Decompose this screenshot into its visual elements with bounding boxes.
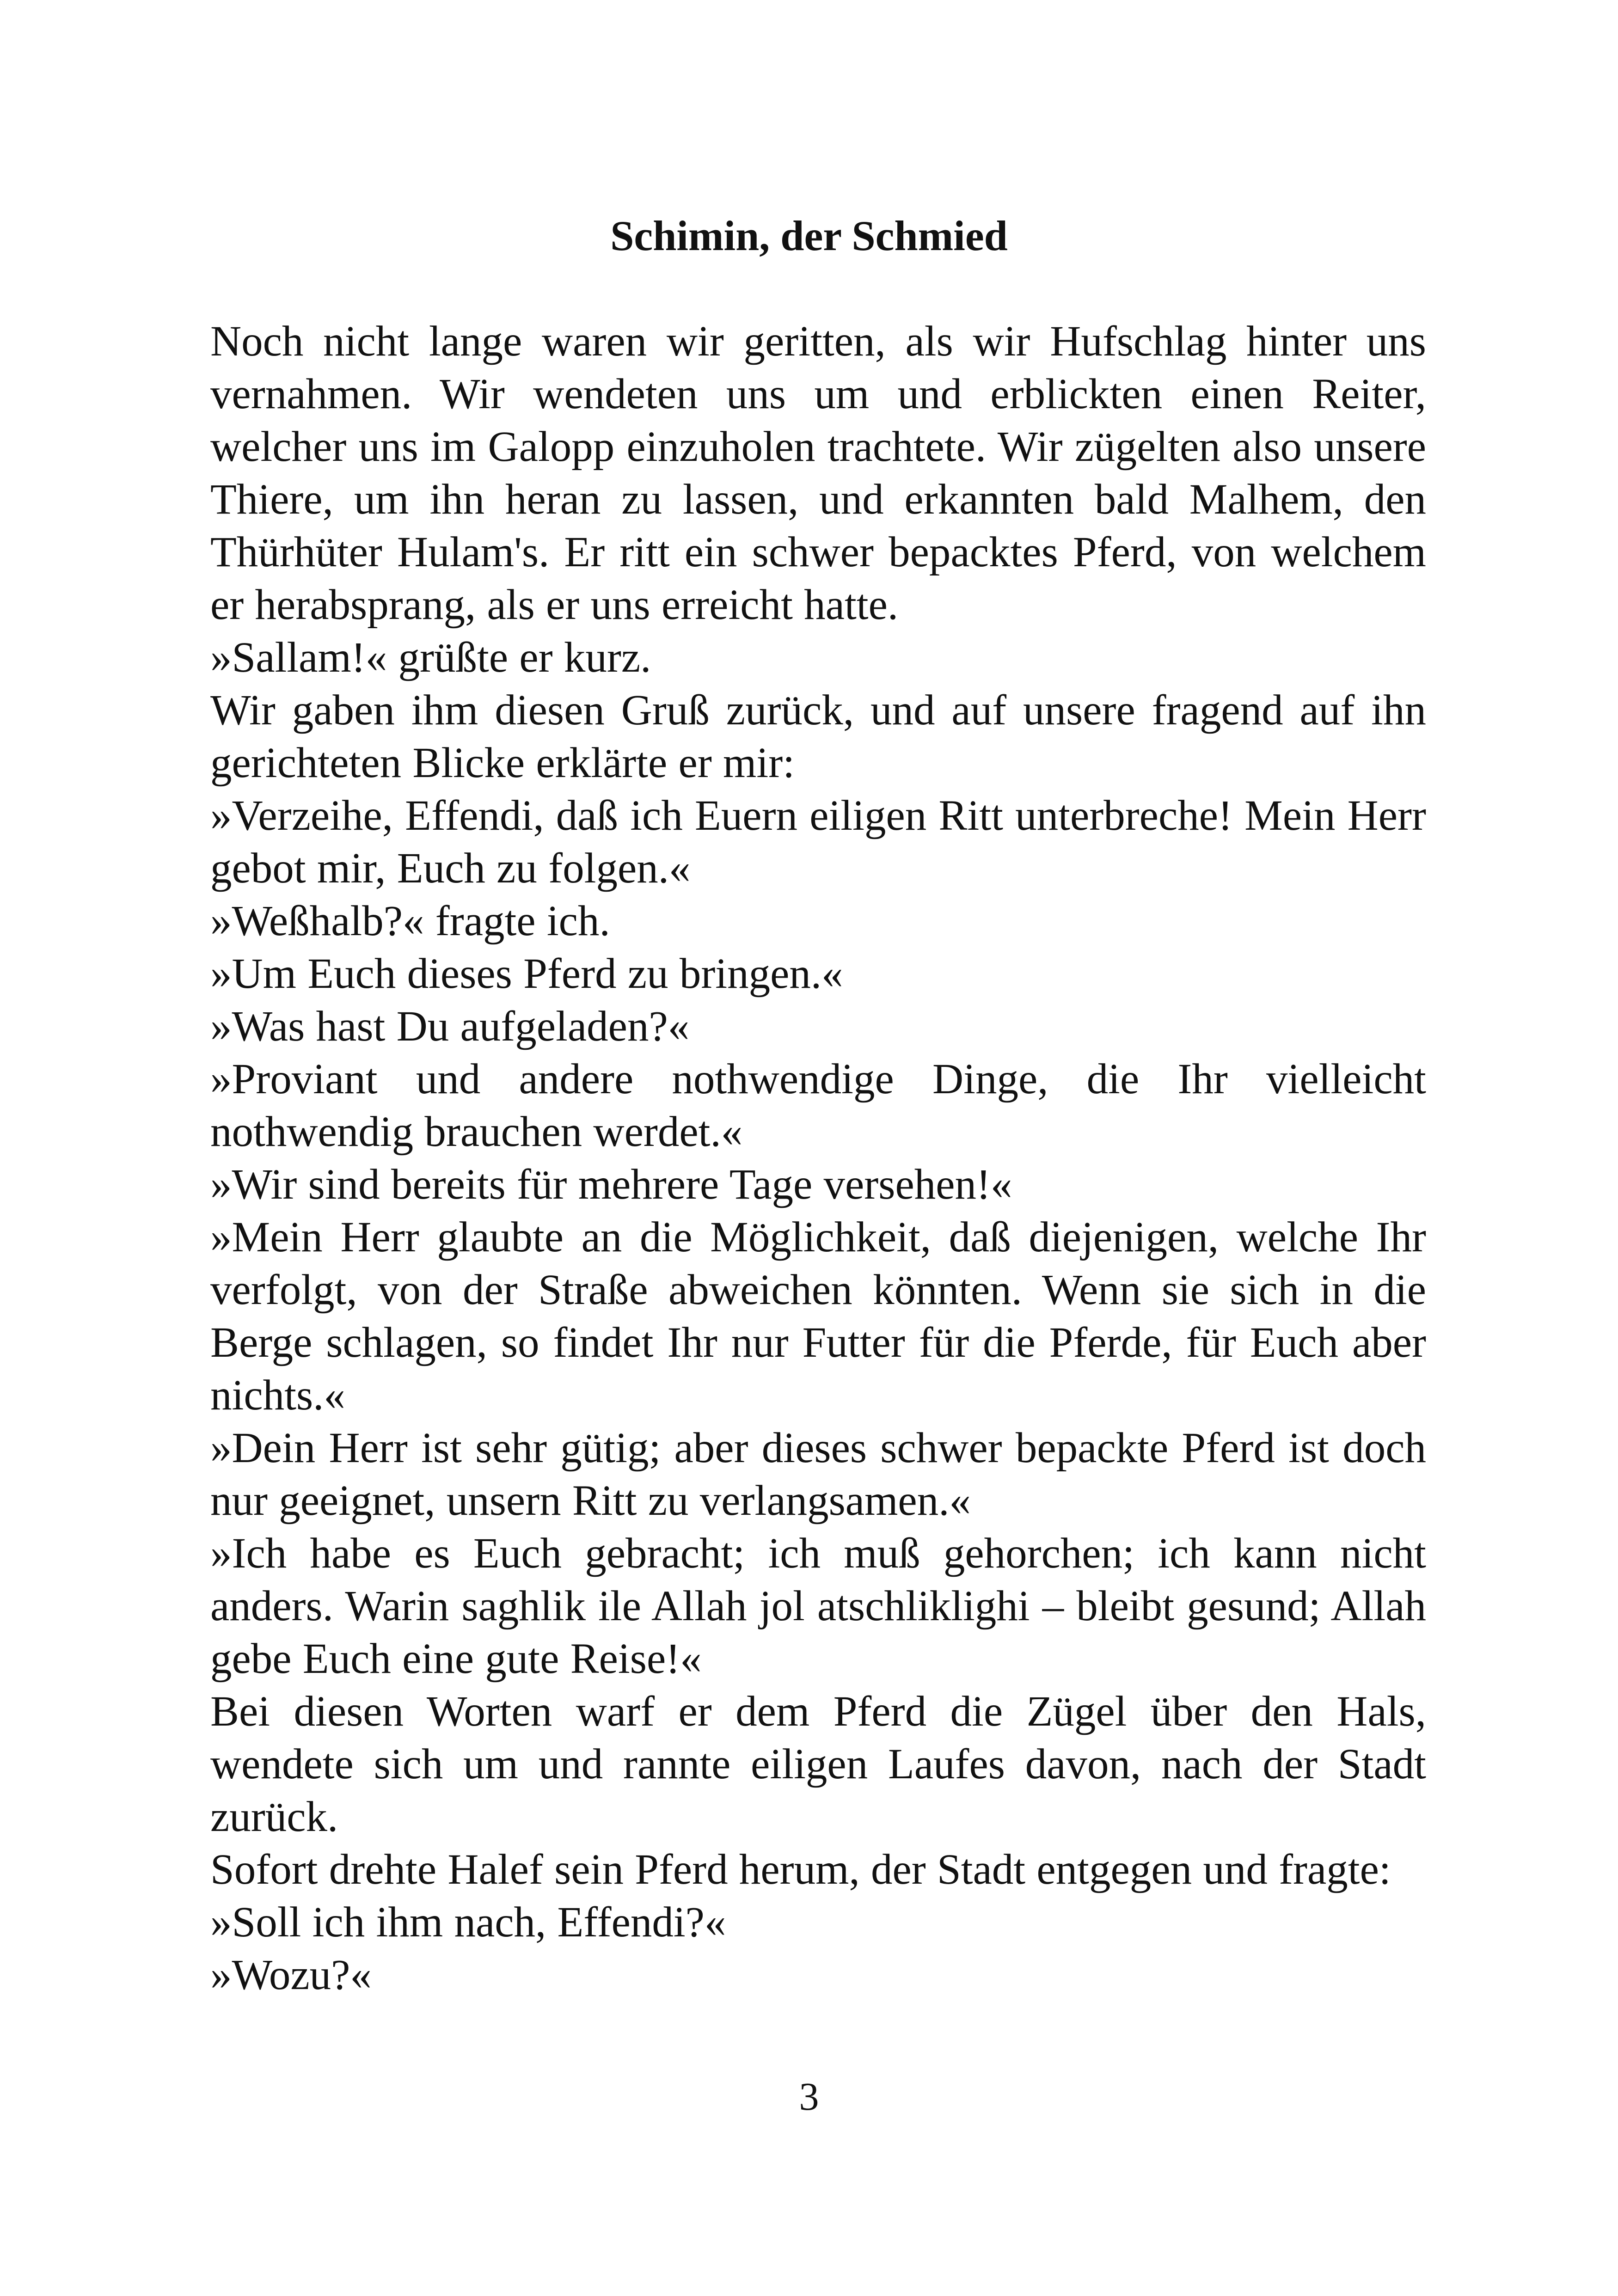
page-number: 3 xyxy=(799,2074,819,2118)
paragraph: Noch nicht lange waren wir geritten, als wir Hufschlag hinter uns vernahmen. Wir wendeten uns um und erblickten einen Reiter, welcher uns im Galopp einzuholen trachtete. Wir zügelten also unsere Thiere, um ihn heran zu lassen, und erkannten bald Malhem, den Thürhüter Hulam's. Er ritt ein schwer bepacktes Pferd, von welchem er herabsprang, als er uns erreicht hatte. xyxy=(210,318,1426,629)
paragraph: »Weßhalb?« fragte ich. xyxy=(210,897,610,945)
paragraph: »Um Euch dieses Pferd zu bringen.« xyxy=(210,950,843,998)
paragraph: Wir gaben ihm diesen Gruß zurück, und auf unsere fragend auf ihn gerichteten Blicke erklärte er mir: xyxy=(210,686,1426,787)
paragraph: »Mein Herr glaubte an die Möglichkeit, daß diejenigen, welche Ihr verfolgt, von der Straße abweichen könnten. Wenn sie sich in die Berge schlagen, so findet Ihr nur Futter für die Pferde, für Euch aber nichts.« xyxy=(210,1213,1426,1419)
paragraph: »Proviant und andere nothwendige Dinge, die Ihr vielleicht nothwendig brauchen werdet.« xyxy=(210,1055,1426,1156)
paragraph: »Dein Herr ist sehr gütig; aber dieses schwer bepackte Pferd ist doch nur geeignet, unsern Ritt zu verlangsamen.« xyxy=(210,1424,1426,1525)
paragraph: »Wozu?« xyxy=(210,1951,372,1999)
paragraph: »Verzeihe, Effendi, daß ich Euern eiligen Ritt unterbreche! Mein Herr gebot mir, Euch zu folgen.« xyxy=(210,792,1426,892)
paragraph: »Wir sind bereits für mehrere Tage versehen!« xyxy=(210,1161,1012,1208)
chapter-title: Schimin, der Schmied xyxy=(610,212,1008,259)
body-text xyxy=(210,315,1426,2002)
paragraph: »Sallam!« grüßte er kurz. xyxy=(210,634,651,681)
paragraph: »Ich habe es Euch gebracht; ich muß gehorchen; ich kann nicht anders. Warin saghlik ile Allah jol atschliklighi – bleibt gesund; Allah gebe Euch eine gute Reise!« xyxy=(210,1530,1426,1683)
paragraph: Sofort drehte Halef sein Pferd herum, der Stadt entgegen und fragte: xyxy=(210,1846,1391,1893)
paragraph: »Soll ich ihm nach, Effendi?« xyxy=(210,1898,726,1946)
paragraph: »Was hast Du aufgeladen?« xyxy=(210,1003,690,1050)
paragraph: Bei diesen Worten warf er dem Pferd die Zügel über den Hals, wendete sich um und rannte eiligen Laufes davon, nach der Stadt zurück. xyxy=(210,1688,1426,1841)
